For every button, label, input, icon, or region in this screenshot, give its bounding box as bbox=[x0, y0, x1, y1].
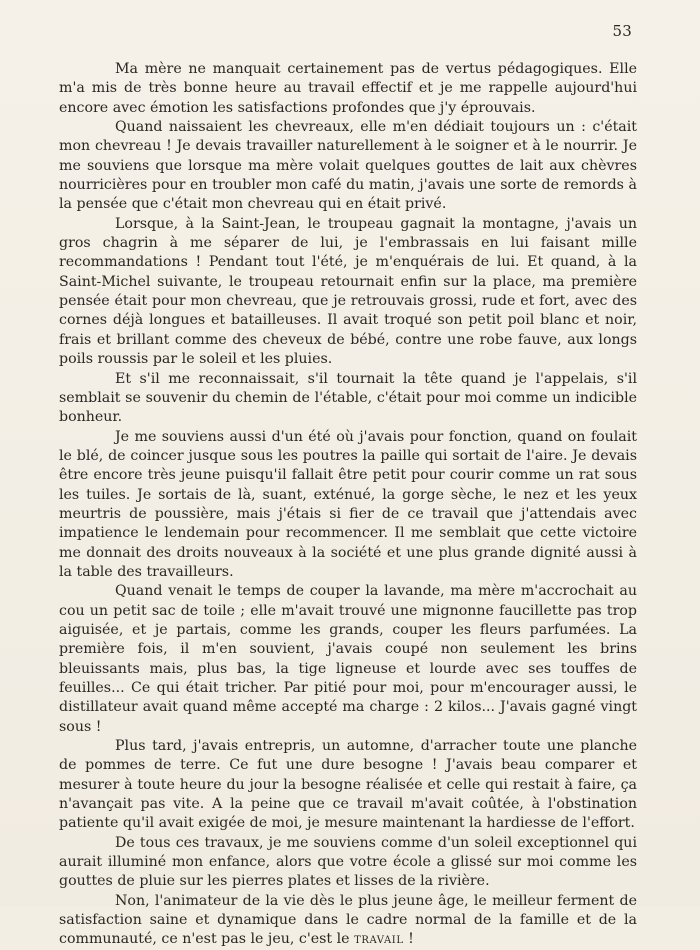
emphasis-travail: travail bbox=[354, 931, 404, 948]
paragraph-6: Quand venait le temps de couper la lavande, ma mère m'accrochait au cou un petit sac de toile ; elle m'avait trouvé une mignonne faucillette pas trop aiguisée, et je partais, comme les grands, couper les fleurs parfumées. La première fois, il m'en souvient, j'avais coupé non seulement les brins bleuissants mais, plus bas, la tige ligneuse et lourde avec ses touffes de feuilles... Ce qui était tricher. Par pitié pour moi, pour m'encourager aussi, le distillateur avait quand même accepté ma charge : 2 kilos... J'avais gagné vingt sous ! bbox=[59, 583, 637, 735]
paragraph-5: Je me souviens aussi d'un été où j'avais pour fonction, quand on foulait le blé, de coincer jusque sous les poutres la paille qui sortait de l'aire. Je devais être encore très jeune puisqu'il fallait être petit pour courir comme un rat sous les tuiles. Je sortais de là, suant, exténué, la gorge sèche, le nez et les yeux meurtris de poussière, mais j'étais si fier de ce travail que j'attendais avec impatience le lendemain pour recommencer. Il me semblait que cette victoire me donnait des droits nouveaux à la société et une plus grande dignité aussi à la table des travailleurs. bbox=[59, 428, 637, 580]
paragraph-3: Lorsque, à la Saint-Jean, le troupeau gagnait la montagne, j'avais un gros chagrin à me séparer de lui, je l'embrassais en lui faisant mille recommandations ! Pendant tout l'été, je m'enquérais de lui. Et quand, à la Saint-Michel suivante, le troupeau retournait enfin sur la place, ma première pensée était pour mon chevreau, que je retrouvais grossi, rude et fort, avec des cornes déjà longues et batailleuses. Il avait troqué son petit poil blanc et noir, frais et brillant comme des cheveux de bébé, contre une robe fauve, aux longs poils roussis par le soleil et les pluies. bbox=[59, 215, 637, 368]
paragraph-1: Ma mère ne manquait certainement pas de vertus pédagogiques. Elle m'a mis de très bonne heure au travail effectif et je me rappelle aujourd'hui encore avec émotion les satisfactions profondes que j'y éprouvais. bbox=[59, 61, 637, 116]
paragraph-8: De tous ces travaux, je me souviens comme d'un soleil exceptionnel qui aurait illuminé mon enfance, alors que votre école a glissé sur moi comme les gouttes de pluie sur les pierres plates et lisses de la rivière. bbox=[59, 834, 637, 890]
page-number: 53 bbox=[612, 22, 632, 40]
paragraph-2: Quand naissaient les chevreaux, elle m'en dédiait toujours un : c'était mon chevreau ! Je devais travailler naturellement à le soigner et à le nourrir. Je me souviens que lorsque ma mère volait quelques gouttes de lait aux chèvres nourricières pour en troubler mon café du matin, j'avais une sorte de remords à la pensée que c'était mon chevreau qui en était privé. bbox=[59, 119, 637, 213]
paragraph-9 bbox=[59, 892, 637, 950]
paragraph-9-text: Non, l'animateur de la vie dès le plus jeune âge, le meilleur ferment de satisfaction saine et dynamique dans le cadre normal de la famille et de la communauté, ce n'est pas le jeu, c'est le bbox=[59, 892, 637, 948]
paragraph-9-end: ! bbox=[403, 931, 414, 948]
paragraph-4: Et s'il me reconnaissait, s'il tournait la tête quand je l'appelais, s'il semblait se souvenir du chemin de l'étable, c'était pour moi comme un indicible bonheur. bbox=[59, 370, 637, 426]
paragraph-7: Plus tard, j'avais entrepris, un automne, d'arracher toute une planche de pommes de terre. Ce fut une dure besogne ! J'avais beau comparer et mesurer à toute heure du jour la besogne réalisée et celle qui restait à faire, ça n'avançait pas vite. A la peine que ce travail m'avait coûtée, à l'obstination patiente qu'il avait exigée de moi, je mesure maintenant la hardiesse de l'effort. bbox=[59, 738, 637, 832]
body-text bbox=[59, 60, 637, 950]
